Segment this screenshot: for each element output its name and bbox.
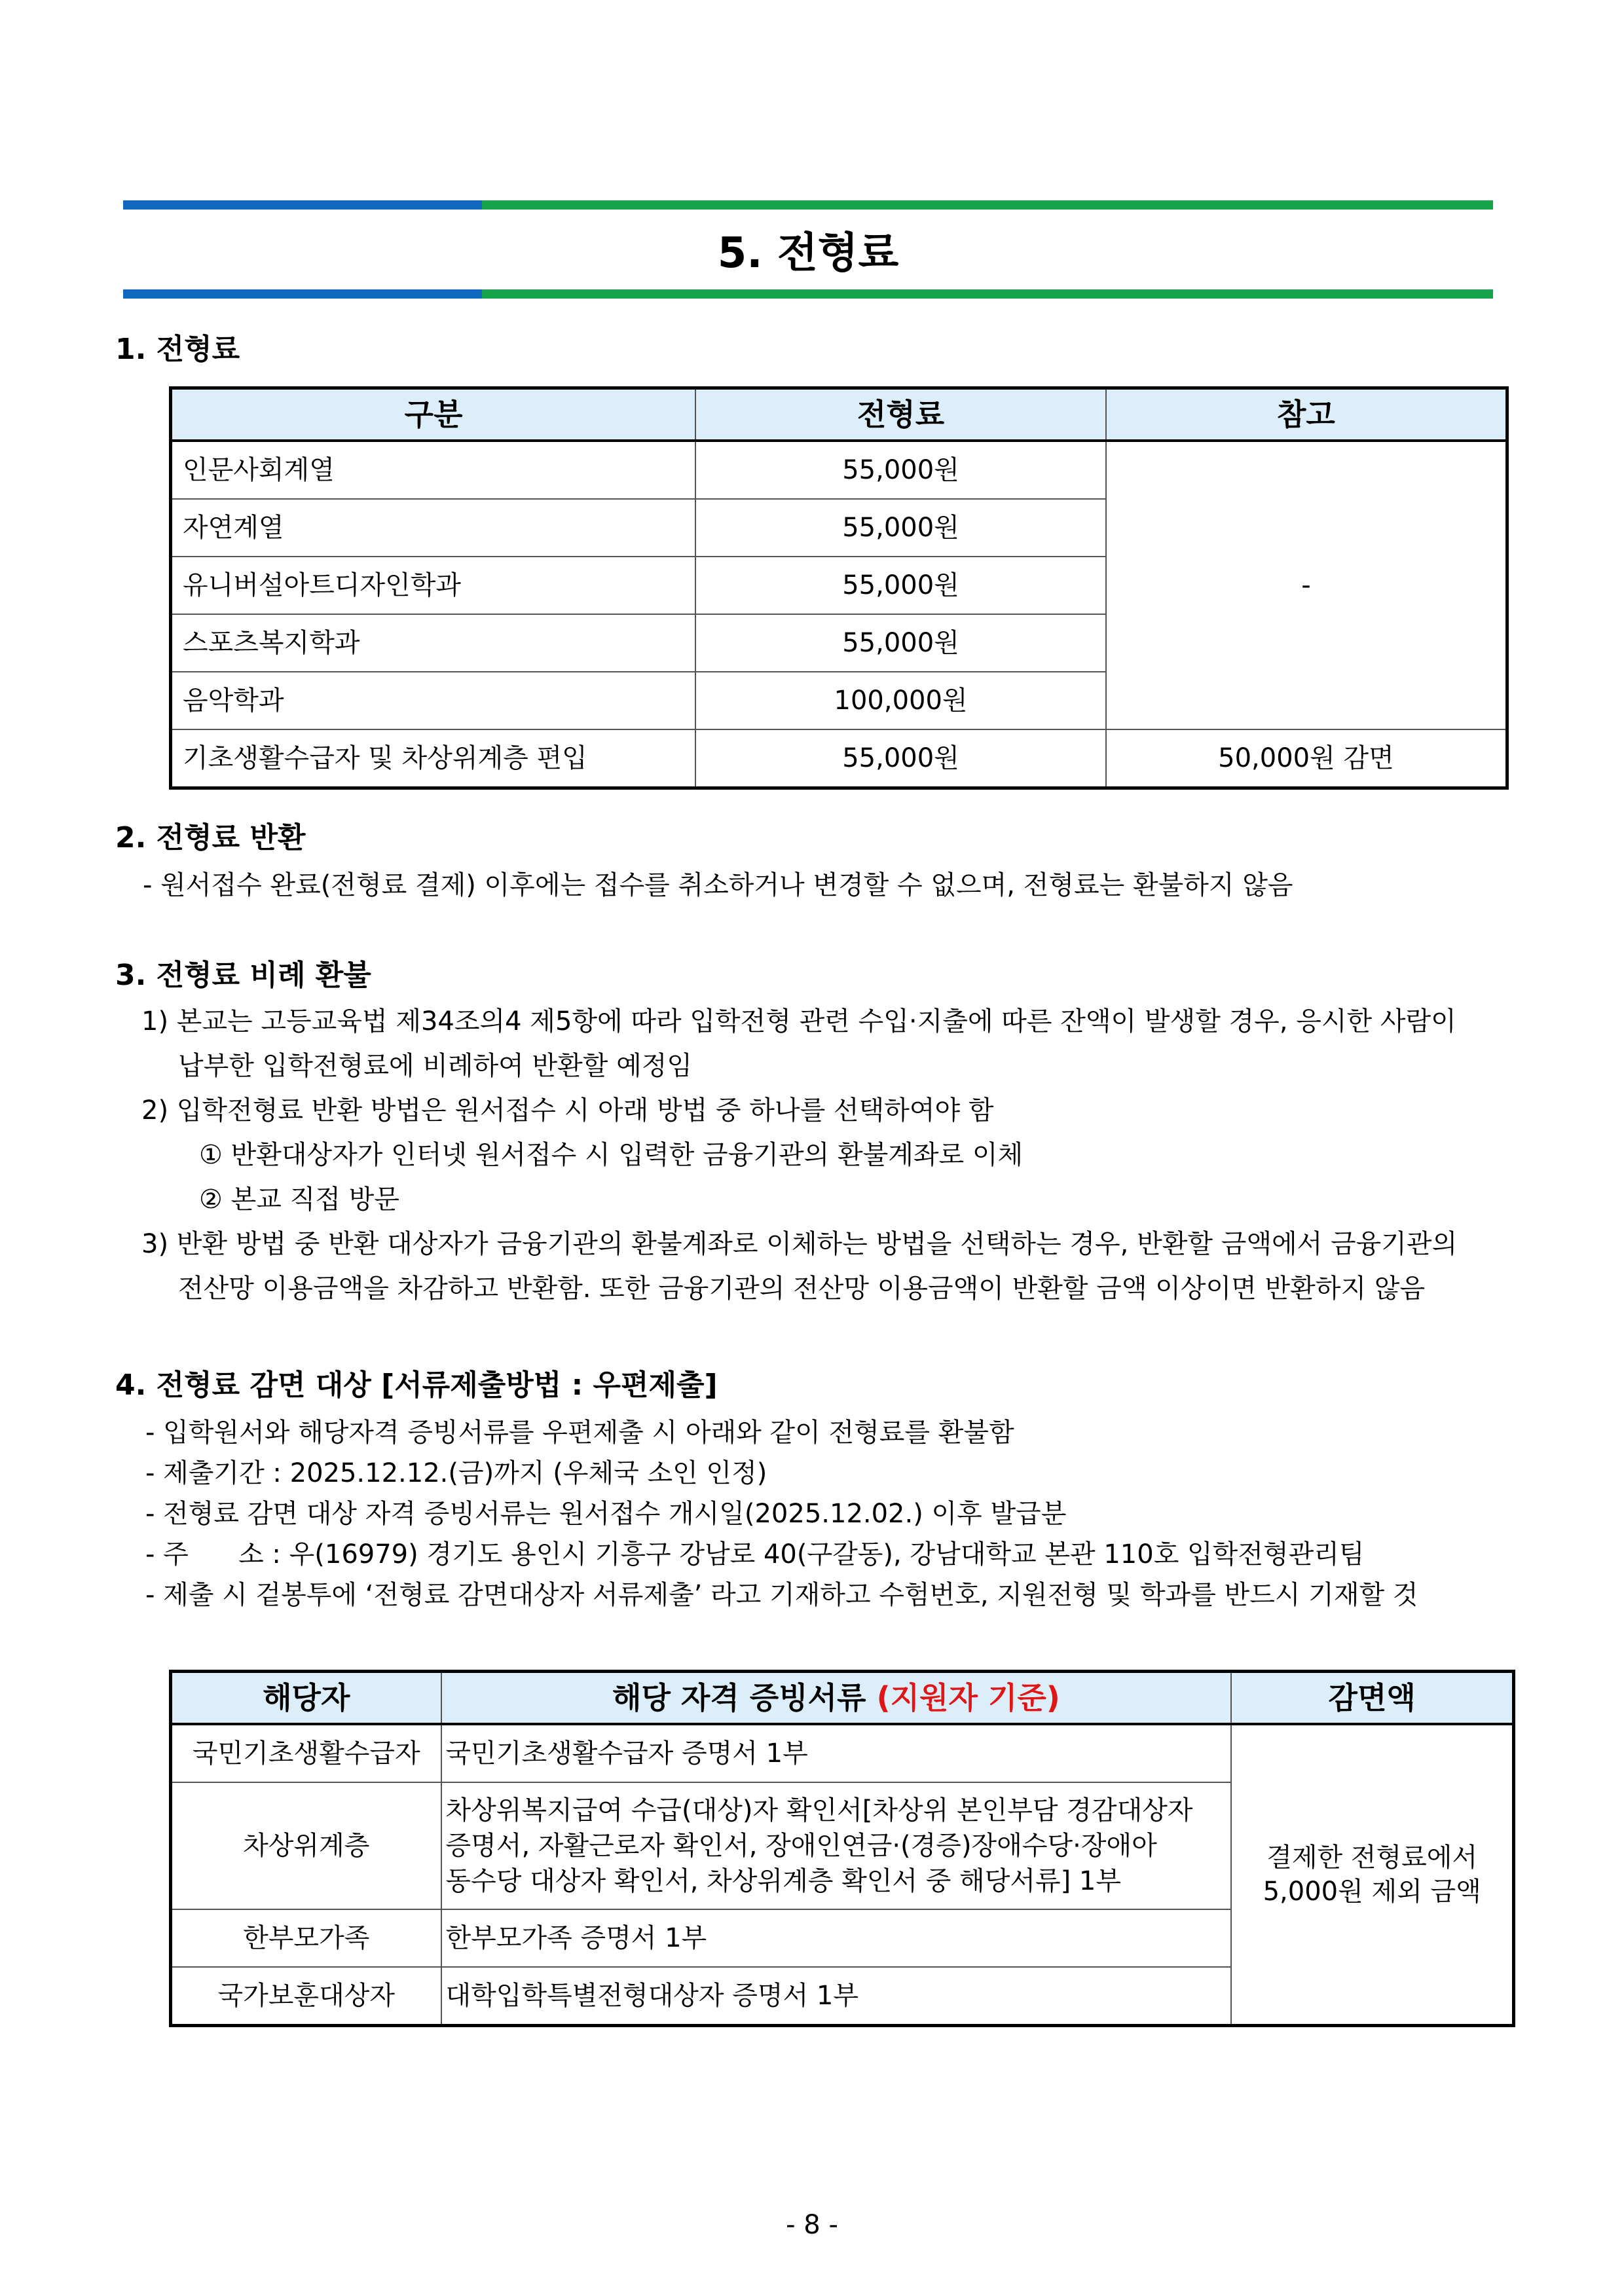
- discount-docs-line: 차상위복지급여 수급(대상)자 확인서[차상위 본인부담 경감대상자: [445, 1795, 1193, 1826]
- fee-merged-note: -: [1106, 441, 1507, 729]
- discount-docs: 국민기초생활수급자 증명서 1부: [441, 1724, 1232, 1782]
- discount-target: 국가보훈대상자: [171, 1967, 441, 2026]
- table-row: [171, 1724, 1514, 1782]
- fee-header-note: 참고: [1106, 388, 1507, 441]
- section3-line: ② 본교 직접 방문: [199, 1184, 399, 1215]
- discount-docs: 한부모가족 증명서 1부: [441, 1909, 1232, 1967]
- fee-amount: 55,000원: [695, 499, 1106, 557]
- section4-heading: 4. 전형료 감면 대상 [서류제출방법 : 우편제출]: [115, 1368, 718, 1402]
- discount-docs-line: 증명서, 자활근로자 확인서, 장애인연금·(경증)장애수당·장애아: [445, 1831, 1157, 1861]
- section3-line: 3) 반환 방법 중 반환 대상자가 금융기관의 환불계좌로 이체하는 방법을 선택하는 경우, 반환할 금액에서 금융기관의: [141, 1229, 1458, 1259]
- fee-amount: 55,000원: [695, 729, 1106, 788]
- table-row: [171, 441, 1507, 499]
- section4-line: - 제출기간 : 2025.12.12.(금)까지 (우체국 소인 인정): [145, 1458, 767, 1488]
- fee-amount: 55,000원: [695, 441, 1106, 499]
- discount-header-docs: 해당 자격 증빙서류 (지원자 기준): [441, 1672, 1232, 1725]
- fee-note: 50,000원 감면: [1106, 729, 1507, 788]
- fee-category: 음악학과: [171, 672, 696, 729]
- fee-amount: 100,000원: [695, 672, 1106, 729]
- fee-amount: 55,000원: [695, 557, 1106, 614]
- title-bottom-bar: [123, 289, 1493, 299]
- discount-amount-line: 결제한 전형료에서: [1266, 1843, 1478, 1873]
- discount-table: [169, 1670, 1515, 2027]
- fee-header-category: 구분: [171, 388, 696, 441]
- discount-docs: 대학입학특별전형대상자 증명서 1부: [441, 1967, 1232, 2026]
- section1-heading: 1. 전형료: [115, 333, 240, 366]
- section2-line: - 원서접수 완료(전형료 결제) 이후에는 접수를 취소하거나 변경할 수 없으며, 전형료는 환불하지 않음: [143, 870, 1293, 900]
- section3-line: ① 반환대상자가 인터넷 원서접수 시 입력한 금융기관의 환불계좌로 이체: [199, 1140, 1024, 1170]
- fee-amount: 55,000원: [695, 614, 1106, 672]
- discount-header-amount: 감면액: [1231, 1672, 1513, 1725]
- fee-category: 인문사회계열: [171, 441, 696, 499]
- fee-category: 스포츠복지학과: [171, 614, 696, 672]
- fee-category: 기초생활수급자 및 차상위계층 편입: [171, 729, 696, 788]
- fee-header-fee: 전형료: [695, 388, 1106, 441]
- section3-line: 1) 본교는 고등교육법 제34조의4 제5항에 따라 입학전형 관련 수입·지출에 따른 잔액이 발생할 경우, 응시한 사람이: [141, 1006, 1456, 1037]
- discount-amount: [1231, 1724, 1513, 2026]
- discount-table-header: [171, 1672, 1514, 1725]
- section3-heading: 3. 전형료 비례 환불: [115, 959, 371, 992]
- section4-line: - 주 소 : 우(16979) 경기도 용인시 기흥구 강남로 40(구갈동), 강남대학교 본관 110호 입학전형관리팀: [145, 1539, 1365, 1570]
- table-row: [171, 729, 1507, 788]
- title-top-bar: [123, 200, 1493, 210]
- section2-heading: 2. 전형료 반환: [115, 821, 306, 854]
- discount-target: 차상위계층: [171, 1782, 441, 1909]
- discount-amount-line: 5,000원 제외 금액: [1263, 1877, 1481, 1907]
- title-band: [123, 200, 1493, 299]
- fee-category: 자연계열: [171, 499, 696, 557]
- fee-table-header: [171, 388, 1507, 441]
- discount-docs-line: 동수당 대상자 확인서, 차상위계층 확인서 중 해당서류] 1부: [445, 1866, 1122, 1896]
- fee-table: [169, 386, 1509, 790]
- discount-target: 한부모가족: [171, 1909, 441, 1967]
- page-number: - 8 -: [786, 2210, 838, 2240]
- section4-line: - 입학원서와 해당자격 증빙서류를 우편제출 시 아래와 같이 전형료를 환불함: [145, 1418, 1014, 1448]
- fee-category: 유니버설아트디자인학과: [171, 557, 696, 614]
- section3-line: 납부한 입학전형료에 비례하여 반환할 예정임: [178, 1051, 693, 1081]
- section4-line: - 전형료 감면 대상 자격 증빙서류는 원서접수 개시일(2025.12.02.) 이후 발급분: [145, 1499, 1067, 1529]
- section4-line: - 제출 시 겉봉투에 ‘전형료 감면대상자 서류제출’ 라고 기재하고 수험번호, 지원전형 및 학과를 반드시 기재할 것: [145, 1580, 1418, 1610]
- discount-docs: [441, 1782, 1232, 1909]
- discount-target: 국민기초생활수급자: [171, 1724, 441, 1782]
- page-title: 5. 전형료: [717, 229, 899, 278]
- section3-line: 2) 입학전형료 반환 방법은 원서접수 시 아래 방법 중 하나를 선택하여야 함: [141, 1095, 994, 1126]
- section3-line: 전산망 이용금액을 차감하고 반환함. 또한 금융기관의 전산망 이용금액이 반환할 금액 이상이면 반환하지 않음: [178, 1274, 1426, 1304]
- discount-header-docs-note: (지원자 기준): [876, 1680, 1060, 1716]
- discount-header-target: 해당자: [171, 1672, 441, 1725]
